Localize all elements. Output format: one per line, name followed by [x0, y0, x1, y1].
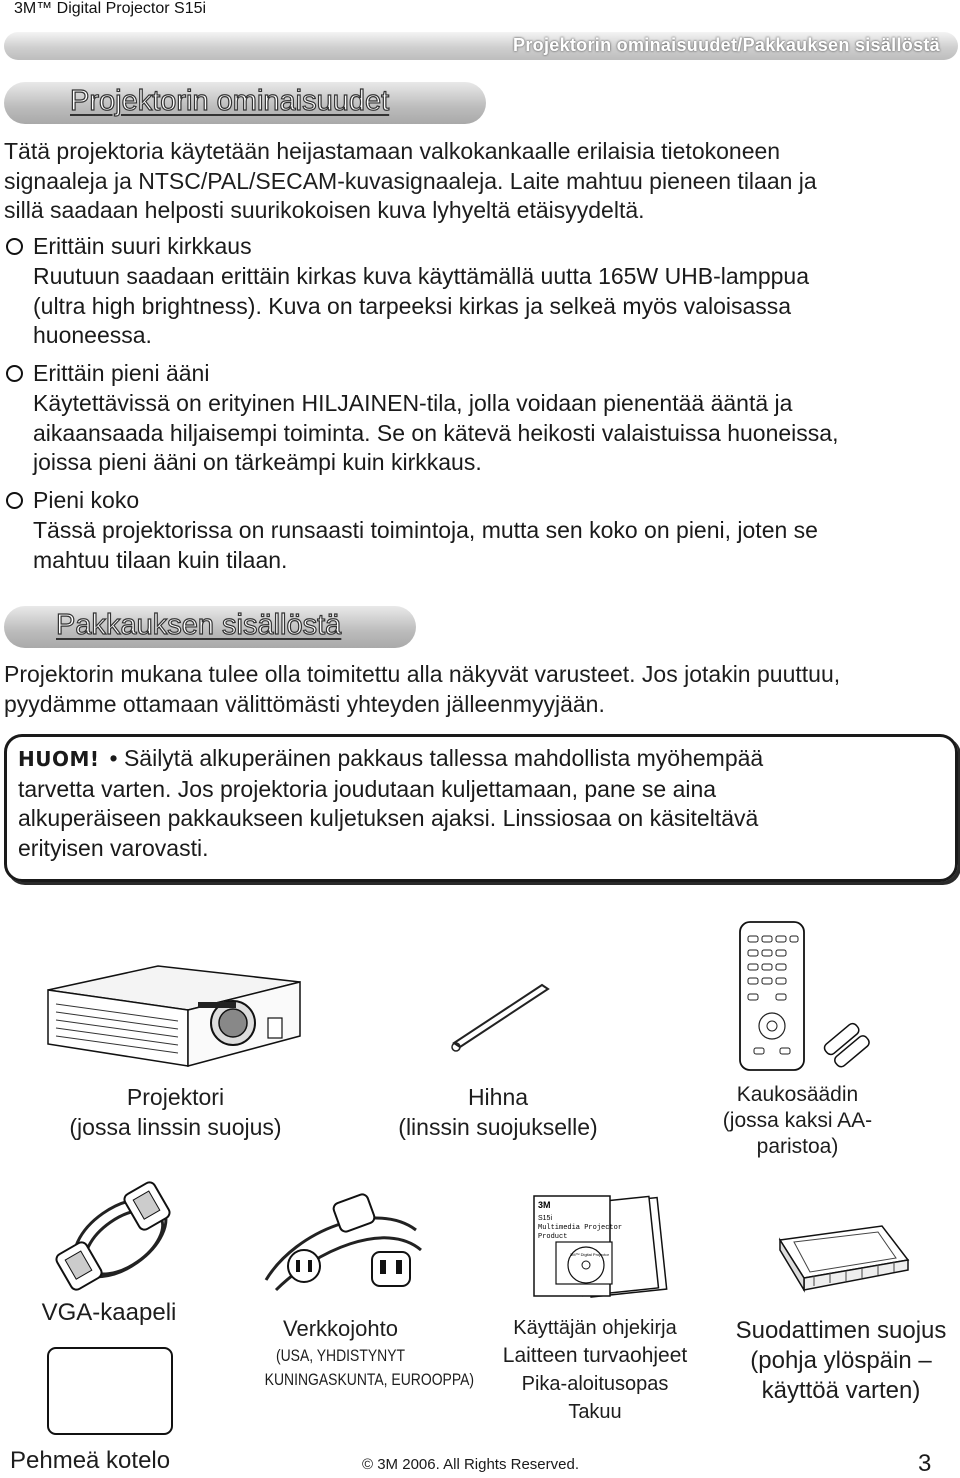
- strap-illustration: [446, 975, 556, 1055]
- feature-title-text: Erittäin pieni ääni: [33, 360, 210, 386]
- projector-illustration: [38, 960, 308, 1070]
- caption-line: Takuu: [568, 1401, 622, 1423]
- caption-line: Suodattimen suojus: [735, 1317, 947, 1344]
- feature-body-line: huoneessa.: [33, 322, 152, 348]
- caption-line: Kaukosäädin: [736, 1083, 859, 1106]
- feature-item-brightness-title: [6, 232, 252, 262]
- header-section-title: Projektorin ominaisuudet/Pakkauksen sisällöstä: [513, 35, 940, 55]
- header-product-title: 3M™ Digital Projector S15i: [14, 0, 207, 17]
- manuals-illustration: [528, 1192, 668, 1304]
- vga-caption: [26, 1298, 192, 1328]
- vga-cable-illustration: [50, 1178, 200, 1303]
- caption-line: KUNINGASKUNTA, EUROOPPA): [264, 1370, 475, 1389]
- package-intro: [4, 660, 959, 719]
- caption-line: Pika-aloitusopas: [521, 1373, 669, 1395]
- feature-item-brightness-body: [33, 262, 953, 351]
- remote-caption: [700, 1082, 895, 1160]
- bullet-circle-icon: [6, 238, 23, 255]
- footer-copyright: © 3M 2006. All Rights Reserved.: [362, 1456, 579, 1473]
- manuals-caption: [480, 1314, 710, 1426]
- filter-cover-caption: [716, 1316, 960, 1406]
- bullet-circle-icon: [6, 365, 23, 382]
- package-intro-line: Projektorin mukana tulee olla toimitettu alla näkyvät varusteet. Jos jotakin puuttuu,: [4, 661, 841, 687]
- caption-line: käyttöä varten): [761, 1377, 921, 1404]
- note-line: alkuperäiseen pakkaukseen kuljetuksen ajaksi. Linssiosaa on käsiteltävä: [18, 805, 759, 831]
- caption-line: (jossa linssin suojus): [69, 1114, 282, 1140]
- manual-model: S15i: [538, 1215, 553, 1222]
- caption-line: paristoa): [756, 1135, 839, 1158]
- power-cord-illustration: [256, 1190, 431, 1305]
- caption-line: (pohja ylöspäin –: [750, 1347, 932, 1374]
- caption-line: (linssin suojukselle): [398, 1114, 598, 1140]
- feature-title-text: Erittäin suuri kirkkaus: [33, 233, 252, 259]
- page-number: 3: [918, 1450, 932, 1477]
- feature-body-line: joissa pieni ääni on tärkeämpi kuin kirkkaus.: [33, 449, 482, 475]
- features-intro: [4, 137, 954, 226]
- bullet-circle-icon: [6, 492, 23, 509]
- filter-cover-illustration: [774, 1220, 914, 1295]
- remote-illustration: [736, 918, 896, 1078]
- feature-body-line: Käytettävissä on erityinen HILJAINEN-tila, jolla voidaan pienentää ääntä ja: [33, 390, 793, 416]
- note-label: HUOM!: [18, 747, 100, 771]
- caption-line: (USA, YHDISTYNYT: [275, 1346, 406, 1365]
- feature-item-quiet-title: [6, 359, 209, 389]
- soft-case-illustration: [46, 1346, 174, 1436]
- caption-line: Projektori: [126, 1084, 225, 1110]
- package-intro-line: pyydämme ottamaan välittömästi yhteyden jälleenmyyjään.: [4, 690, 605, 717]
- caption-line: Laitteen turvaohjeet: [502, 1344, 688, 1367]
- note-text: [18, 744, 938, 863]
- caption-line: (jossa kaksi AA-: [722, 1109, 873, 1132]
- note-first-line: [18, 744, 938, 775]
- features-heading: Projektorin ominaisuudet: [70, 85, 390, 117]
- note-line: erityisen varovasti.: [18, 834, 209, 861]
- feature-body-line: (ultra high brightness). Kuva on tarpeeksi kirkas ja selkeä myös valoisassa: [33, 292, 792, 319]
- feature-item-size-body: [33, 516, 953, 575]
- caption-line: Hihna: [467, 1084, 529, 1110]
- feature-body-line: mahtuu tilaan kuin tilaan.: [33, 546, 288, 573]
- feature-item-size-title: [6, 486, 139, 516]
- manual-cd-label: 3M™ Digital Projector: [570, 1252, 609, 1257]
- features-intro-line: sillä saadaan helposti suurikokoisen kuva lyhyeltä etäisyydeltä.: [4, 197, 645, 223]
- feature-item-quiet-body: [33, 389, 958, 478]
- features-intro-line: Tätä projektoria käytetään heijastamaan valkokankaalle erilaisia tietokoneen: [4, 138, 781, 164]
- package-heading: Pakkauksen sisällöstä: [56, 609, 342, 641]
- feature-body-line: Ruutuun saadaan erittäin kirkas kuva käyttämällä uutta 165W UHB-lamppua: [33, 263, 810, 289]
- features-intro-line: signaaleja ja NTSC/PAL/SECAM-kuvasignaaleja. Laite mahtuu pieneen tilaan ja: [4, 167, 817, 194]
- strap-caption: [382, 1082, 614, 1142]
- caption-line: Pehmeä kotelo: [10, 1447, 171, 1474]
- power-cord-caption: [248, 1314, 475, 1392]
- manual-title-line1: Multimedia Projector: [538, 1224, 623, 1232]
- note-line: tarvetta varten. Jos projektoria joudutaan kuljettamaan, pane se aina: [18, 775, 717, 802]
- feature-body-line: Tässä projektorissa on runsaasti toimintoja, mutta sen koko on pieni, joten se: [33, 517, 818, 543]
- manual-brand: 3M: [538, 1200, 551, 1210]
- caption-line: Käyttäjän ohjekirja: [513, 1317, 677, 1339]
- manual-title-line2: Product: [538, 1233, 568, 1241]
- feature-title-text: Pieni koko: [33, 487, 140, 513]
- caption-line: VGA-kaapeli: [41, 1299, 177, 1326]
- caption-line: Verkkojohto: [283, 1316, 398, 1341]
- soft-case-caption: [10, 1446, 200, 1476]
- note-line: • Säilytä alkuperäinen pakkaus tallessa mahdollista myöhempää: [109, 745, 764, 771]
- projector-caption: [48, 1082, 303, 1142]
- feature-body-line: aikaansaada hiljaisempi toiminta. Se on kätevä heikosti valaistuissa huoneissa,: [33, 419, 839, 446]
